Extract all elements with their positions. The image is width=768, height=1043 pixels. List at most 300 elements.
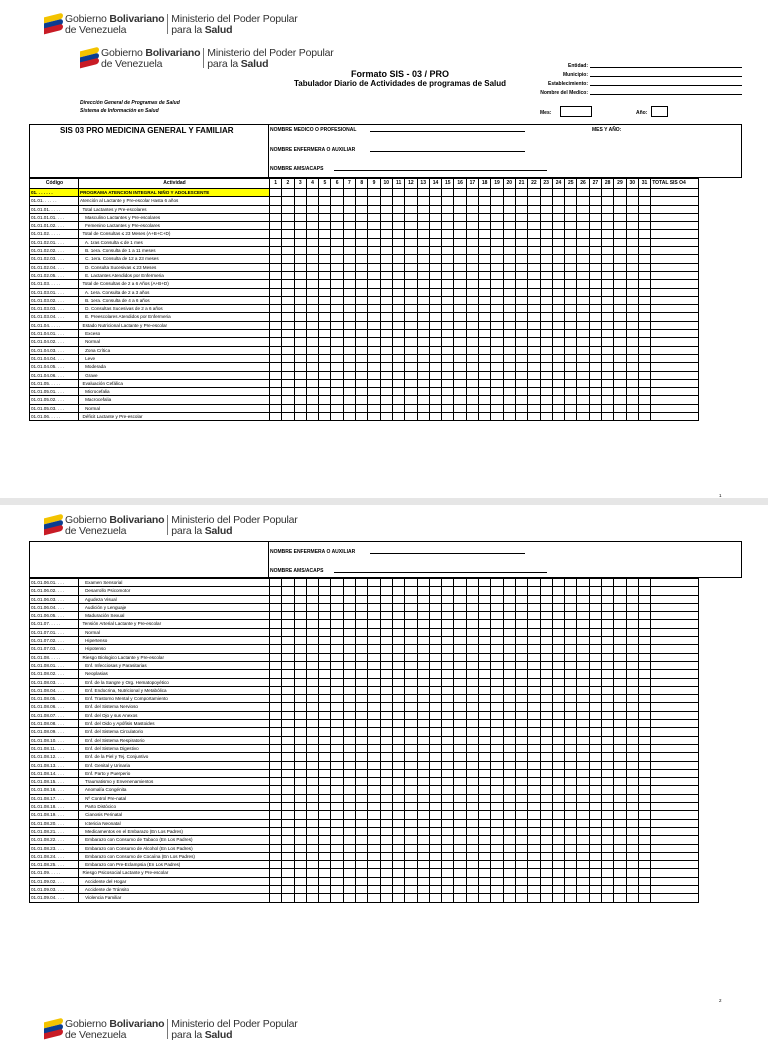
day-entry-cell[interactable] [405, 778, 417, 786]
day-entry-cell[interactable] [565, 803, 577, 811]
day-entry-cell[interactable] [565, 620, 577, 628]
day-entry-cell[interactable] [393, 255, 405, 263]
day-entry-cell[interactable] [627, 197, 639, 205]
day-entry-cell[interactable] [504, 230, 516, 238]
day-entry-cell[interactable] [590, 845, 602, 853]
day-entry-cell[interactable] [639, 206, 651, 214]
day-entry-cell[interactable] [393, 695, 405, 703]
day-entry-cell[interactable] [295, 388, 307, 396]
day-entry-cell[interactable] [282, 845, 294, 853]
day-entry-cell[interactable] [331, 878, 343, 886]
day-entry-cell[interactable] [381, 264, 393, 272]
day-entry-cell[interactable] [319, 313, 331, 321]
day-entry-cell[interactable] [368, 280, 380, 288]
day-entry-cell[interactable] [393, 372, 405, 380]
total-entry-cell[interactable] [651, 264, 699, 272]
day-entry-cell[interactable] [331, 728, 343, 736]
day-entry-cell[interactable] [614, 579, 626, 587]
day-entry-cell[interactable] [356, 330, 368, 338]
day-entry-cell[interactable] [504, 372, 516, 380]
day-entry-cell[interactable] [516, 413, 528, 421]
day-entry-cell[interactable] [479, 363, 491, 371]
day-entry-cell[interactable] [307, 853, 319, 861]
day-entry-cell[interactable] [639, 853, 651, 861]
day-entry-cell[interactable] [418, 596, 430, 604]
day-entry-cell[interactable] [368, 687, 380, 695]
day-entry-cell[interactable] [430, 372, 442, 380]
day-entry-cell[interactable] [344, 737, 356, 745]
day-entry-cell[interactable] [368, 239, 380, 247]
day-entry-cell[interactable] [307, 662, 319, 670]
day-entry-cell[interactable] [627, 745, 639, 753]
day-entry-cell[interactable] [614, 313, 626, 321]
day-entry-cell[interactable] [504, 206, 516, 214]
day-entry-cell[interactable] [479, 355, 491, 363]
day-entry-cell[interactable] [602, 762, 614, 770]
day-entry-cell[interactable] [381, 820, 393, 828]
day-entry-cell[interactable] [344, 869, 356, 877]
day-entry-cell[interactable] [627, 629, 639, 637]
day-entry-cell[interactable] [479, 380, 491, 388]
day-entry-cell[interactable] [368, 222, 380, 230]
day-entry-cell[interactable] [639, 405, 651, 413]
day-entry-cell[interactable] [541, 604, 553, 612]
day-entry-cell[interactable] [467, 338, 479, 346]
day-entry-cell[interactable] [504, 803, 516, 811]
day-entry-cell[interactable] [282, 695, 294, 703]
day-entry-cell[interactable] [528, 272, 540, 280]
day-entry-cell[interactable] [442, 247, 454, 255]
day-entry-cell[interactable] [307, 629, 319, 637]
day-entry-cell[interactable] [602, 604, 614, 612]
day-entry-cell[interactable] [381, 670, 393, 678]
day-entry-cell[interactable] [479, 645, 491, 653]
day-entry-cell[interactable] [307, 670, 319, 678]
day-entry-cell[interactable] [430, 197, 442, 205]
day-entry-cell[interactable] [344, 803, 356, 811]
day-entry-cell[interactable] [627, 322, 639, 330]
day-entry-cell[interactable] [430, 786, 442, 794]
day-entry-cell[interactable] [270, 239, 282, 247]
day-entry-cell[interactable] [467, 728, 479, 736]
day-entry-cell[interactable] [528, 612, 540, 620]
day-entry-cell[interactable] [319, 703, 331, 711]
day-entry-cell[interactable] [418, 247, 430, 255]
day-entry-cell[interactable] [344, 861, 356, 869]
day-entry-cell[interactable] [393, 811, 405, 819]
day-entry-cell[interactable] [467, 869, 479, 877]
day-entry-cell[interactable] [418, 845, 430, 853]
day-entry-cell[interactable] [442, 753, 454, 761]
day-entry-cell[interactable] [627, 189, 639, 197]
day-entry-cell[interactable] [393, 645, 405, 653]
day-entry-cell[interactable] [553, 322, 565, 330]
day-entry-cell[interactable] [614, 230, 626, 238]
day-entry-cell[interactable] [368, 604, 380, 612]
day-entry-cell[interactable] [405, 820, 417, 828]
day-entry-cell[interactable] [307, 869, 319, 877]
day-entry-cell[interactable] [590, 587, 602, 595]
day-entry-cell[interactable] [565, 845, 577, 853]
day-entry-cell[interactable] [627, 612, 639, 620]
day-entry-cell[interactable] [627, 679, 639, 687]
day-entry-cell[interactable] [393, 289, 405, 297]
day-entry-cell[interactable] [344, 753, 356, 761]
day-entry-cell[interactable] [639, 703, 651, 711]
day-entry-cell[interactable] [627, 330, 639, 338]
day-entry-cell[interactable] [541, 239, 553, 247]
day-entry-cell[interactable] [418, 305, 430, 313]
day-entry-cell[interactable] [381, 778, 393, 786]
day-entry-cell[interactable] [405, 662, 417, 670]
day-entry-cell[interactable] [553, 230, 565, 238]
entidad-field[interactable] [590, 62, 742, 68]
day-entry-cell[interactable] [295, 239, 307, 247]
day-entry-cell[interactable] [331, 264, 343, 272]
day-entry-cell[interactable] [270, 272, 282, 280]
day-entry-cell[interactable] [381, 795, 393, 803]
day-entry-cell[interactable] [528, 604, 540, 612]
day-entry-cell[interactable] [368, 596, 380, 604]
day-entry-cell[interactable] [454, 728, 466, 736]
day-entry-cell[interactable] [541, 347, 553, 355]
day-entry-cell[interactable] [405, 728, 417, 736]
day-entry-cell[interactable] [282, 355, 294, 363]
day-entry-cell[interactable] [405, 214, 417, 222]
day-entry-cell[interactable] [516, 222, 528, 230]
total-entry-cell[interactable] [651, 778, 699, 786]
day-entry-cell[interactable] [614, 778, 626, 786]
day-entry-cell[interactable] [467, 189, 479, 197]
day-entry-cell[interactable] [516, 786, 528, 794]
day-entry-cell[interactable] [528, 380, 540, 388]
day-entry-cell[interactable] [467, 762, 479, 770]
day-entry-cell[interactable] [577, 264, 589, 272]
day-entry-cell[interactable] [528, 247, 540, 255]
day-entry-cell[interactable] [602, 861, 614, 869]
day-entry-cell[interactable] [454, 645, 466, 653]
day-entry-cell[interactable] [491, 728, 503, 736]
day-entry-cell[interactable] [602, 396, 614, 404]
day-entry-cell[interactable] [368, 305, 380, 313]
day-entry-cell[interactable] [627, 247, 639, 255]
day-entry-cell[interactable] [504, 355, 516, 363]
day-entry-cell[interactable] [565, 778, 577, 786]
day-entry-cell[interactable] [504, 861, 516, 869]
day-entry-cell[interactable] [553, 770, 565, 778]
day-entry-cell[interactable] [516, 206, 528, 214]
day-entry-cell[interactable] [467, 637, 479, 645]
day-entry-cell[interactable] [541, 662, 553, 670]
day-entry-cell[interactable] [627, 604, 639, 612]
day-entry-cell[interactable] [577, 886, 589, 894]
day-entry-cell[interactable] [504, 388, 516, 396]
day-entry-cell[interactable] [602, 596, 614, 604]
day-entry-cell[interactable] [614, 297, 626, 305]
day-entry-cell[interactable] [307, 795, 319, 803]
day-entry-cell[interactable] [639, 347, 651, 355]
day-entry-cell[interactable] [368, 230, 380, 238]
day-entry-cell[interactable] [430, 695, 442, 703]
day-entry-cell[interactable] [577, 197, 589, 205]
total-entry-cell[interactable] [651, 372, 699, 380]
day-entry-cell[interactable] [454, 786, 466, 794]
day-entry-cell[interactable] [479, 886, 491, 894]
day-entry-cell[interactable] [602, 629, 614, 637]
day-entry-cell[interactable] [577, 869, 589, 877]
day-entry-cell[interactable] [602, 803, 614, 811]
day-entry-cell[interactable] [528, 654, 540, 662]
day-entry-cell[interactable] [528, 894, 540, 902]
day-entry-cell[interactable] [454, 853, 466, 861]
day-entry-cell[interactable] [528, 869, 540, 877]
day-entry-cell[interactable] [577, 305, 589, 313]
day-entry-cell[interactable] [491, 853, 503, 861]
day-entry-cell[interactable] [418, 811, 430, 819]
day-entry-cell[interactable] [344, 795, 356, 803]
day-entry-cell[interactable] [319, 803, 331, 811]
day-entry-cell[interactable] [627, 305, 639, 313]
day-entry-cell[interactable] [356, 712, 368, 720]
day-entry-cell[interactable] [405, 753, 417, 761]
day-entry-cell[interactable] [504, 297, 516, 305]
day-entry-cell[interactable] [430, 230, 442, 238]
day-entry-cell[interactable] [541, 753, 553, 761]
day-entry-cell[interactable] [627, 222, 639, 230]
day-entry-cell[interactable] [627, 347, 639, 355]
day-entry-cell[interactable] [442, 604, 454, 612]
total-entry-cell[interactable] [651, 338, 699, 346]
day-entry-cell[interactable] [356, 728, 368, 736]
day-entry-cell[interactable] [565, 264, 577, 272]
day-entry-cell[interactable] [516, 239, 528, 247]
day-entry-cell[interactable] [467, 388, 479, 396]
day-entry-cell[interactable] [454, 413, 466, 421]
day-entry-cell[interactable] [331, 612, 343, 620]
day-entry-cell[interactable] [418, 778, 430, 786]
day-entry-cell[interactable] [270, 197, 282, 205]
day-entry-cell[interactable] [331, 745, 343, 753]
day-entry-cell[interactable] [344, 247, 356, 255]
day-entry-cell[interactable] [356, 778, 368, 786]
day-entry-cell[interactable] [282, 338, 294, 346]
day-entry-cell[interactable] [614, 753, 626, 761]
day-entry-cell[interactable] [577, 206, 589, 214]
day-entry-cell[interactable] [602, 745, 614, 753]
day-entry-cell[interactable] [602, 264, 614, 272]
day-entry-cell[interactable] [479, 338, 491, 346]
day-entry-cell[interactable] [467, 322, 479, 330]
day-entry-cell[interactable] [405, 206, 417, 214]
day-entry-cell[interactable] [381, 289, 393, 297]
day-entry-cell[interactable] [528, 878, 540, 886]
day-entry-cell[interactable] [319, 745, 331, 753]
day-entry-cell[interactable] [528, 845, 540, 853]
day-entry-cell[interactable] [627, 720, 639, 728]
day-entry-cell[interactable] [528, 206, 540, 214]
day-entry-cell[interactable] [639, 197, 651, 205]
day-entry-cell[interactable] [368, 214, 380, 222]
day-entry-cell[interactable] [344, 845, 356, 853]
day-entry-cell[interactable] [418, 355, 430, 363]
day-entry-cell[interactable] [639, 230, 651, 238]
day-entry-cell[interactable] [479, 313, 491, 321]
day-entry-cell[interactable] [381, 803, 393, 811]
day-entry-cell[interactable] [565, 728, 577, 736]
day-entry-cell[interactable] [430, 820, 442, 828]
day-entry-cell[interactable] [479, 728, 491, 736]
day-entry-cell[interactable] [368, 289, 380, 297]
day-entry-cell[interactable] [553, 330, 565, 338]
day-entry-cell[interactable] [307, 703, 319, 711]
day-entry-cell[interactable] [479, 753, 491, 761]
day-entry-cell[interactable] [319, 820, 331, 828]
day-entry-cell[interactable] [504, 695, 516, 703]
day-entry-cell[interactable] [393, 214, 405, 222]
day-entry-cell[interactable] [491, 712, 503, 720]
day-entry-cell[interactable] [356, 762, 368, 770]
day-entry-cell[interactable] [467, 214, 479, 222]
day-entry-cell[interactable] [516, 845, 528, 853]
day-entry-cell[interactable] [454, 845, 466, 853]
day-entry-cell[interactable] [553, 272, 565, 280]
day-entry-cell[interactable] [381, 313, 393, 321]
day-entry-cell[interactable] [430, 214, 442, 222]
day-entry-cell[interactable] [602, 413, 614, 421]
total-entry-cell[interactable] [651, 853, 699, 861]
day-entry-cell[interactable] [504, 762, 516, 770]
day-entry-cell[interactable] [454, 230, 466, 238]
day-entry-cell[interactable] [319, 894, 331, 902]
day-entry-cell[interactable] [504, 197, 516, 205]
day-entry-cell[interactable] [491, 214, 503, 222]
day-entry-cell[interactable] [282, 264, 294, 272]
day-entry-cell[interactable] [639, 645, 651, 653]
day-entry-cell[interactable] [528, 338, 540, 346]
day-entry-cell[interactable] [368, 637, 380, 645]
day-entry-cell[interactable] [368, 388, 380, 396]
day-entry-cell[interactable] [430, 338, 442, 346]
day-entry-cell[interactable] [541, 297, 553, 305]
day-entry-cell[interactable] [627, 703, 639, 711]
day-entry-cell[interactable] [541, 189, 553, 197]
day-entry-cell[interactable] [491, 222, 503, 230]
total-entry-cell[interactable] [651, 255, 699, 263]
day-entry-cell[interactable] [602, 363, 614, 371]
day-entry-cell[interactable] [331, 239, 343, 247]
day-entry-cell[interactable] [528, 803, 540, 811]
day-entry-cell[interactable] [541, 214, 553, 222]
day-entry-cell[interactable] [307, 587, 319, 595]
day-entry-cell[interactable] [491, 596, 503, 604]
day-entry-cell[interactable] [614, 587, 626, 595]
day-entry-cell[interactable] [541, 894, 553, 902]
day-entry-cell[interactable] [541, 388, 553, 396]
day-entry-cell[interactable] [270, 803, 282, 811]
day-entry-cell[interactable] [479, 654, 491, 662]
day-entry-cell[interactable] [590, 770, 602, 778]
day-entry-cell[interactable] [331, 280, 343, 288]
day-entry-cell[interactable] [553, 845, 565, 853]
day-entry-cell[interactable] [430, 737, 442, 745]
day-entry-cell[interactable] [639, 388, 651, 396]
day-entry-cell[interactable] [282, 396, 294, 404]
day-entry-cell[interactable] [331, 703, 343, 711]
day-entry-cell[interactable] [307, 894, 319, 902]
day-entry-cell[interactable] [541, 206, 553, 214]
day-entry-cell[interactable] [430, 280, 442, 288]
day-entry-cell[interactable] [553, 803, 565, 811]
day-entry-cell[interactable] [356, 587, 368, 595]
day-entry-cell[interactable] [516, 612, 528, 620]
day-entry-cell[interactable] [307, 280, 319, 288]
day-entry-cell[interactable] [405, 604, 417, 612]
day-entry-cell[interactable] [442, 206, 454, 214]
day-entry-cell[interactable] [381, 363, 393, 371]
day-entry-cell[interactable] [344, 670, 356, 678]
day-entry-cell[interactable] [528, 396, 540, 404]
day-entry-cell[interactable] [368, 313, 380, 321]
day-entry-cell[interactable] [454, 313, 466, 321]
day-entry-cell[interactable] [541, 795, 553, 803]
day-entry-cell[interactable] [282, 687, 294, 695]
day-entry-cell[interactable] [356, 745, 368, 753]
day-entry-cell[interactable] [614, 886, 626, 894]
total-entry-cell[interactable] [651, 380, 699, 388]
day-entry-cell[interactable] [590, 579, 602, 587]
day-entry-cell[interactable] [430, 264, 442, 272]
total-entry-cell[interactable] [651, 620, 699, 628]
day-entry-cell[interactable] [368, 828, 380, 836]
day-entry-cell[interactable] [639, 239, 651, 247]
day-entry-cell[interactable] [565, 587, 577, 595]
day-entry-cell[interactable] [479, 828, 491, 836]
day-entry-cell[interactable] [405, 272, 417, 280]
total-entry-cell[interactable] [651, 894, 699, 902]
day-entry-cell[interactable] [442, 703, 454, 711]
day-entry-cell[interactable] [614, 662, 626, 670]
day-entry-cell[interactable] [602, 645, 614, 653]
day-entry-cell[interactable] [442, 363, 454, 371]
day-entry-cell[interactable] [295, 612, 307, 620]
total-entry-cell[interactable] [651, 322, 699, 330]
day-entry-cell[interactable] [614, 272, 626, 280]
day-entry-cell[interactable] [454, 878, 466, 886]
day-entry-cell[interactable] [344, 206, 356, 214]
day-entry-cell[interactable] [614, 289, 626, 297]
day-entry-cell[interactable] [590, 280, 602, 288]
day-entry-cell[interactable] [627, 313, 639, 321]
day-entry-cell[interactable] [454, 355, 466, 363]
day-entry-cell[interactable] [541, 803, 553, 811]
day-entry-cell[interactable] [553, 687, 565, 695]
day-entry-cell[interactable] [405, 197, 417, 205]
day-entry-cell[interactable] [467, 737, 479, 745]
day-entry-cell[interactable] [381, 388, 393, 396]
day-entry-cell[interactable] [381, 330, 393, 338]
day-entry-cell[interactable] [504, 255, 516, 263]
day-entry-cell[interactable] [516, 604, 528, 612]
day-entry-cell[interactable] [590, 604, 602, 612]
day-entry-cell[interactable] [516, 679, 528, 687]
day-entry-cell[interactable] [344, 214, 356, 222]
nombre-enfermera-field[interactable] [370, 548, 525, 554]
day-entry-cell[interactable] [307, 712, 319, 720]
day-entry-cell[interactable] [344, 272, 356, 280]
day-entry-cell[interactable] [307, 803, 319, 811]
day-entry-cell[interactable] [368, 670, 380, 678]
day-entry-cell[interactable] [270, 878, 282, 886]
